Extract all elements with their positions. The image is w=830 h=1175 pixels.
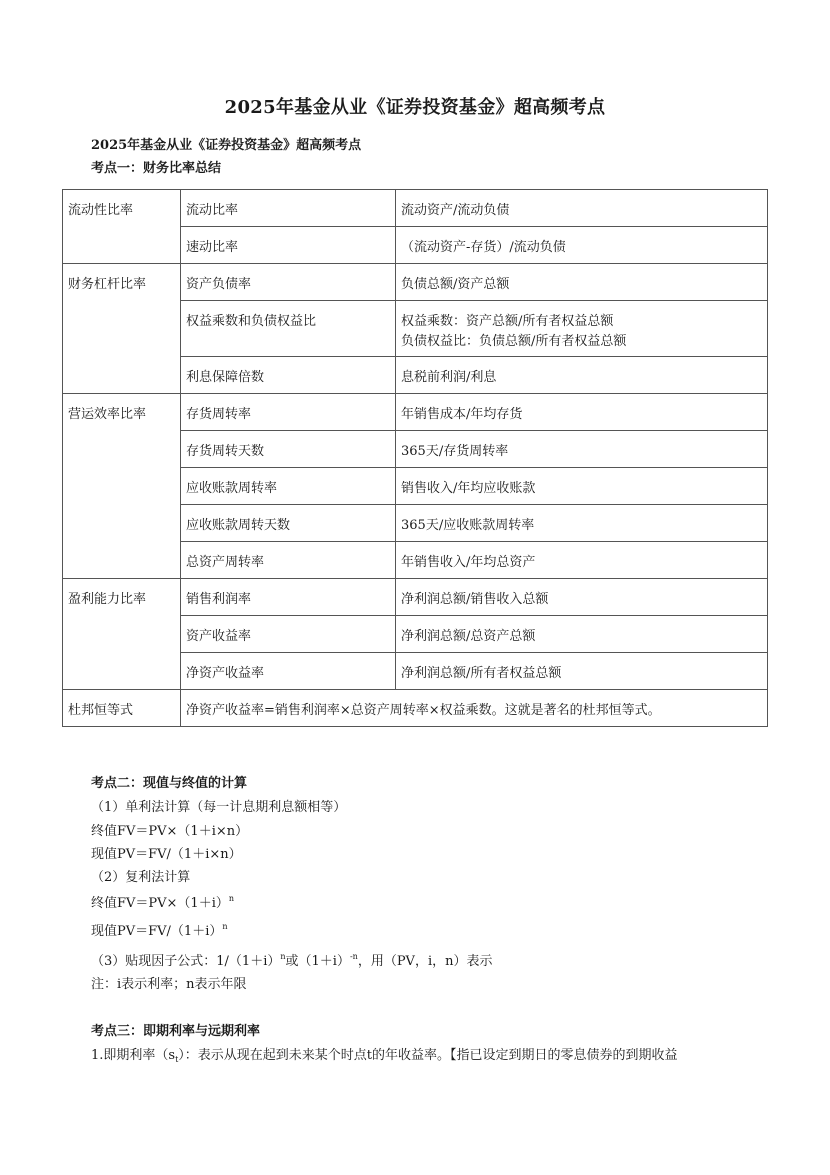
ratio-category: 财务杠杆比率 xyxy=(63,264,181,394)
table-row xyxy=(63,394,768,431)
formula-line: 365天/存货周转率 xyxy=(401,444,509,459)
ratio-name: 存货周转率 xyxy=(181,394,396,431)
table-row xyxy=(63,579,768,616)
formula-line: 净利润总额/销售收入总额 xyxy=(401,592,549,607)
ratio-formula xyxy=(396,227,768,264)
formula-line: 流动资产/流动负债 xyxy=(401,203,510,218)
simple-present-value: 现值PV＝FV/（1＋i×n） xyxy=(91,847,242,862)
ratio-name: 利息保障倍数 xyxy=(181,357,396,394)
ratio-formula xyxy=(396,357,768,394)
table-row xyxy=(63,690,768,727)
formula-line: 净利润总额/总资产总额 xyxy=(401,629,536,644)
formula-line: 负债权益比：负债总额/所有者权益总额 xyxy=(401,334,627,349)
ratio-formula xyxy=(396,505,768,542)
formula-line: 年销售成本/年均存货 xyxy=(401,407,523,422)
ratio-formula xyxy=(396,468,768,505)
ratio-category: 流动性比率 xyxy=(63,190,181,264)
ratio-formula xyxy=(396,653,768,690)
table-row xyxy=(63,264,768,301)
ratio-formula xyxy=(396,301,768,357)
ratio-name: 总资产周转率 xyxy=(181,542,396,579)
compound-future-value: 终值$FV=PV\times(1+i)^n$ xyxy=(91,894,235,911)
simple-interest-title: （1）单利法计算（每一计息期利息额相等） xyxy=(91,800,347,815)
ratio-name: 资产收益率 xyxy=(181,616,396,653)
ratio-formula xyxy=(396,394,768,431)
formula-line: 年销售收入/年均总资产 xyxy=(401,555,536,570)
formula-line: （流动资产-存货）/流动负债 xyxy=(401,240,566,255)
discount-factor-formula: （3）贴现因子公式：$1/(1+i)^n$或$(1+i)^{-n}$，用（PV，i，n）表示 xyxy=(91,952,493,969)
ratio-name: 净资产收益率 xyxy=(181,653,396,690)
ratio-formula xyxy=(396,579,768,616)
document-subtitle: 2025年基金从业《证券投资基金》超高频考点 xyxy=(91,138,362,153)
dupont-identity: 净资产收益率=销售利润率×总资产周转率×权益乘数。这就是著名的杜邦恒等式。 xyxy=(181,690,768,727)
ratio-formula xyxy=(396,264,768,301)
ratio-name: 销售利润率 xyxy=(181,579,396,616)
formula-line: 销售收入/年均应收账款 xyxy=(401,481,536,496)
ratio-name: 资产负债率 xyxy=(181,264,396,301)
table-row xyxy=(63,190,768,227)
ratio-name: 应收账款周转天数 xyxy=(181,505,396,542)
ratio-name: 流动比率 xyxy=(181,190,396,227)
ratio-name: 速动比率 xyxy=(181,227,396,264)
formula-line: 息税前利润/利息 xyxy=(401,370,497,385)
formula-line: 负债总额/资产总额 xyxy=(401,277,510,292)
ratio-category: 营运效率比率 xyxy=(63,394,181,579)
spot-rate-definition: 1.即期利率$(s_t)$：表示从现在起到未来某个时点t的年收益率。【指已设定到期日的零息债券的到期收益 xyxy=(91,1048,678,1064)
variable-note: 注：i表示利率；n表示年限 xyxy=(91,977,247,992)
compound-interest-title: （2）复利法计算 xyxy=(91,870,191,885)
formula-line: 权益乘数：资产总额/所有者权益总额 xyxy=(401,314,614,329)
ratio-category: 盈利能力比率 xyxy=(63,579,181,690)
ratio-name: 应收账款周转率 xyxy=(181,468,396,505)
ratio-formula xyxy=(396,542,768,579)
compound-present-value: 现值$PV=FV/(1+i)^n$ xyxy=(91,922,228,939)
financial-ratio-table xyxy=(62,189,768,727)
ratio-category: 杜邦恒等式 xyxy=(63,690,181,727)
page-title: 2025年基金从业《证券投资基金》超高频考点 xyxy=(224,97,606,118)
ratio-formula xyxy=(396,190,768,227)
section3-heading: 考点三：即期利率与远期利率 xyxy=(91,1024,261,1039)
ratio-name: 权益乘数和负债权益比 xyxy=(181,301,396,357)
ratio-name: 存货周转天数 xyxy=(181,431,396,468)
section2-heading: 考点二：现值与终值的计算 xyxy=(91,776,248,791)
formula-line: 365天/应收账款周转率 xyxy=(401,518,535,533)
simple-future-value: 终值FV＝PV×（1＋i×n） xyxy=(91,824,249,839)
ratio-formula xyxy=(396,431,768,468)
section1-heading: 考点一：财务比率总结 xyxy=(91,161,222,176)
ratio-formula xyxy=(396,616,768,653)
formula-line: 净利润总额/所有者权益总额 xyxy=(401,666,562,681)
